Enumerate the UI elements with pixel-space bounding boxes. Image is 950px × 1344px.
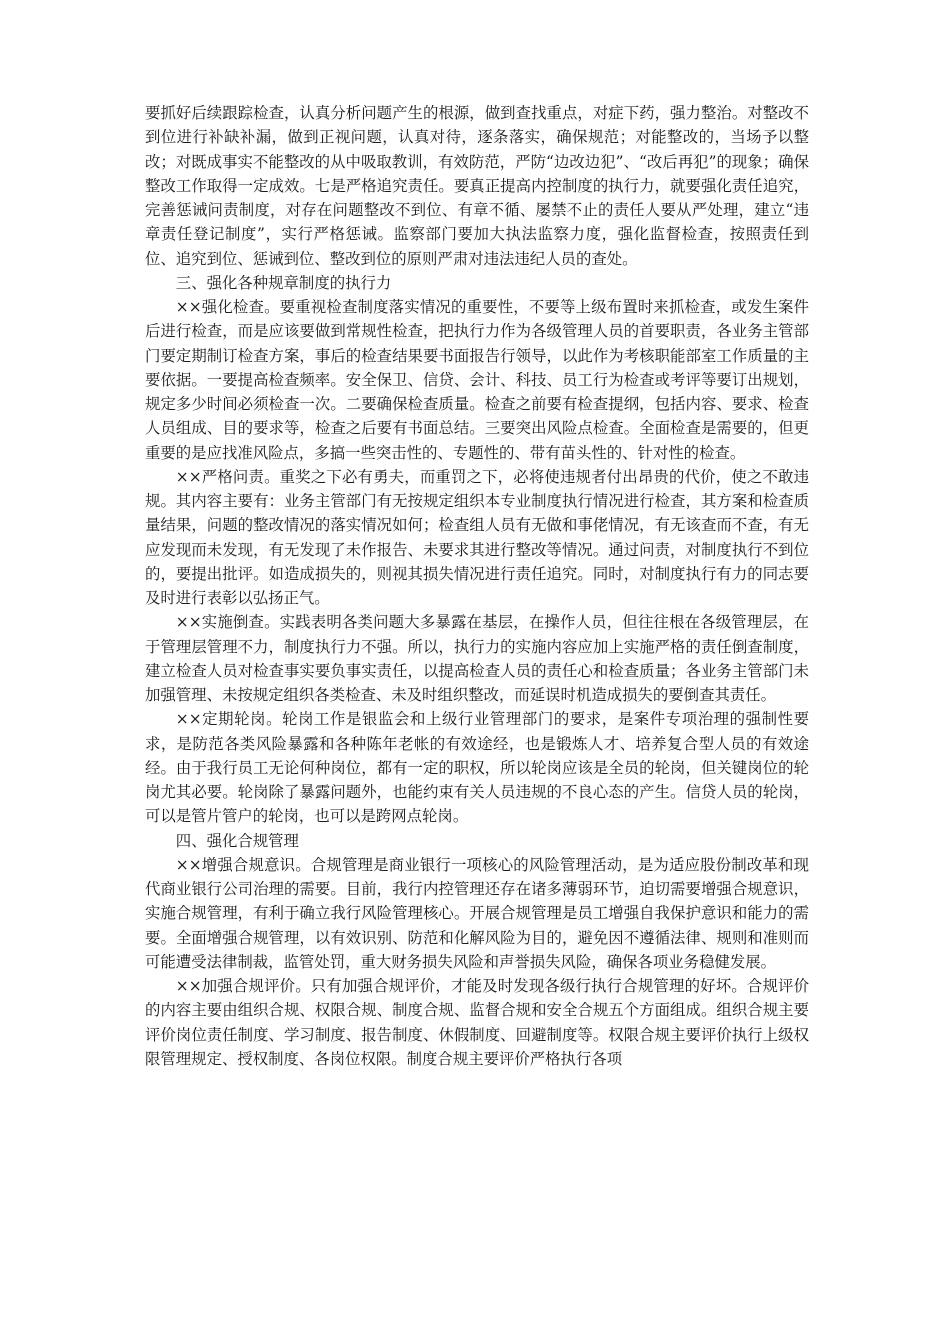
paragraph-compliance-awareness: ××增强合规意识。合规管理是商业银行一项核心的风险管理活动，是为适应股份制改革和现代商业银行公司治理的需要。目前，我行内控管理还存在诸多薄弱环节，迫切需要增强合规意识，实施合规管理，有利于确立我行风险管理核心。开展合规管理是员工增强自我保护意识和能力的需要。全面增强合规管理，以有效识别、防范和化解风险为目的，避免因不遵循法律、规则和准则而可能遭受法律制裁，监管处罚，重大财务损失风险和声誉损失风险，确保各项业务稳健发展。 xyxy=(145,855,809,971)
paragraph-compliance-evaluation: ××加强合规评价。只有加强合规评价，才能及时发现各级行执行合规管理的好坏。合规评价的内容主要由组织合规、权限合规、制度合规、监督合规和安全合规五个方面组成。组织合规主要评价岗位责任制度、学习制度、报告制度、休假制度、回避制度等。权限合规主要评价执行上级权限管理规定、授权制度、各岗位权限。制度合规主要评价严格执行各项 xyxy=(145,977,809,1068)
paragraph-continuation: 要抓好后续跟踪检查，认真分析问题产生的根源，做到查找重点，对症下药，强力整治。对整改不到位进行补缺补漏，做到正视问题，认真对待，逐条落实，确保规范；对能整改的，当场予以整改；对既成事实不能整改的从中吸取教训，有效防范，严防“边改边犯”、“改后再犯”的现象；确保整改工作取得一定成效。七是严格追究责任。要真正提高内控制度的执行力，就要强化责任追究，完善惩诫问责制度，对存在问题整改不到位、有章不循、屡禁不止的责任人要从严处理，建立“违章责任登记制度”，实行严格惩诫。监察部门要加大执法监察力度，强化监督检查，按照责任到位、追究到位、惩诫到位、整改到位的原则严肃对违法违纪人员的查处。 xyxy=(145,104,809,268)
paragraph-job-rotation: ××定期轮岗。轮岗工作是银监会和上级行业管理部门的要求，是案件专项治理的强制性要求，是防范各类风险暴露和各种陈年老帐的有效途经，也是锻炼人才、培养复合型人员的有效途经。由于我行员工无论何种岗位，都有一定的职权，所以轮岗应该是全员的轮岗，但关键岗位的轮岗尤其必要。轮岗除了暴露问题外，也能约束有关人员违规的不良心态的产生。信贷人员的轮岗，可以是管片管户的轮岗，也可以是跨网点轮岗。 xyxy=(145,710,809,826)
section-heading-4: 四、强化合规管理 xyxy=(175,831,299,850)
paragraph-strengthen-inspection: ××强化检查。要重视检查制度落实情况的重要性，不要等上级布置时来抓检查，或发生案件后进行检查，而是应该要做到常规性检查，把执行力作为各级管理人员的首要职责，各业务主管部门要定期制订检查方案，事后的检查结果要书面报告行领导，以此作为考核职能部室工作质量的主要依据。一要提高检查频率。安全保卫、信贷、会计、科技、员工行为检查或考评等要订出规划，规定多少时间必须检查一次。二要确保检查质量。检查之前要有检查提纲，包括内容、要求、检查人员组成、目的要求等，检查之后要有书面总结。三要突出风险点检查。全面检查是需要的，但更重要的是应找准风险点，多搞一些突击性的、专题性的、带有苗头性的、针对性的检查。 xyxy=(145,298,809,462)
paragraph-reverse-investigation: ××实施倒查。实践表明各类问题大多暴露在基层，在操作人员，但往往根在各级管理层，在于管理层管理不力，制度执行力不强。所以，执行力的实施内容应加上实施严格的责任倒查制度，建立检查人员对检查事实要负事实责任，以提高检查人员的责任心和检查质量；各业务主管部门未加强管理、未按规定组织各类检查、未及时组织整改，而延误时机造成损失的要倒查其责任。 xyxy=(145,613,809,704)
section-heading-3: 三、强化各种规章制度的执行力 xyxy=(175,273,392,292)
paragraph-strict-accountability: ××严格问责。重奖之下必有勇夫，而重罚之下，必将使违规者付出昂贵的代价，使之不敢违规。其内容主要有：业务主管部门有无按规定组织本专业制度执行情况进行检查，其方案和检查质量结果，问题的整改情况的落实情况如何；检查组人员有无做和事佬情况，有无该查而不查，有无应发现而未发现，有无发现了未作报告、未要求其进行整改等情况。通过问责，对制度执行不到位的，要提出批评。如造成损失的，则视其损失情况进行责任追究。同时，对制度执行有力的同志要及时进行表彰以弘扬正气。 xyxy=(145,467,809,607)
document-body xyxy=(145,101,809,1071)
